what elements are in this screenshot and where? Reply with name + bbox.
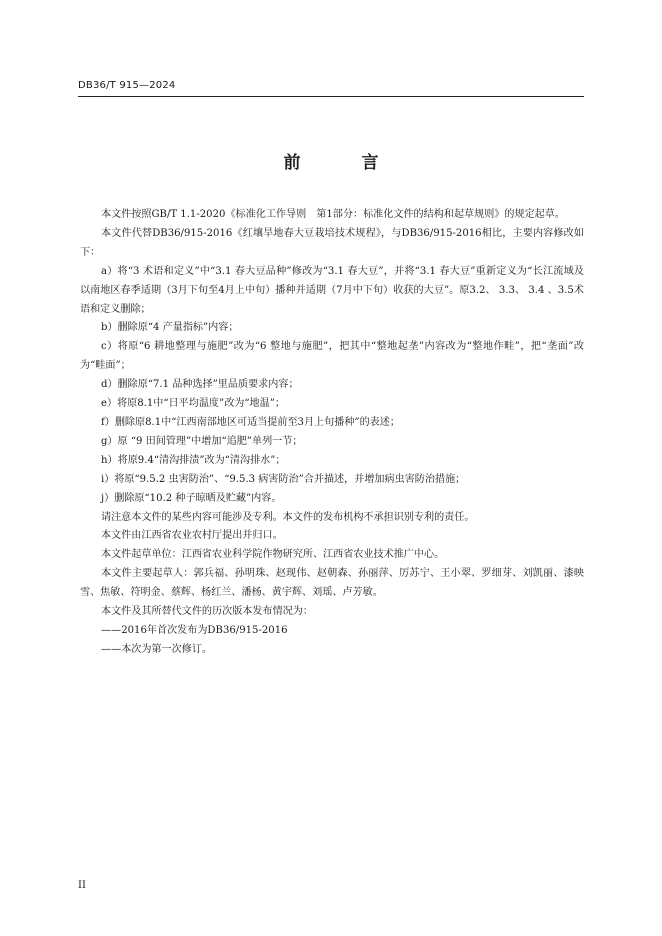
paragraph-version-history: 本文件及其所替代文件的历次版本发布情况为： bbox=[101, 606, 313, 618]
paragraph-proposer: 本文件由江西省农业农村厅提出并归口。 bbox=[101, 530, 283, 542]
change-item-h: h）将原9.4“清沟排渍”改为“清沟排水”； bbox=[101, 454, 286, 466]
change-item-b: b）删除原“4 产量指标”内容； bbox=[101, 322, 239, 334]
change-item-d: d）删除原“7.1 品种选择”里品质要求内容； bbox=[101, 379, 299, 391]
change-item-g: g）原 “9 田间管理”中增加“追肥”单列一节； bbox=[101, 435, 303, 447]
change-item-a: a）将“3 术语和定义”中“3.1 春大豆品种”修改为“3.1 春大豆”，并将“3.1 春大豆”重新定义为“长江流域及以南地区春季适期（3月下旬至4月上中旬）播种并适期（7月中下旬）收获的大豆”。原3.2、 3.3、 3.4 、3.5术语和定义删除； bbox=[80, 265, 584, 315]
change-item-j: j）删除原“10.2 种子晾晒及贮藏”内容。 bbox=[101, 492, 282, 504]
page-title: 前 言 bbox=[283, 153, 401, 173]
paragraph-patent-notice: 请注意本文件的某些内容可能涉及专利。本文件的发布机构不承担识别专利的责任。 bbox=[101, 511, 475, 523]
paragraph-drafters: 本文件主要起草人：郭兵福、孙明珠、赵现伟、赵朝森、孙丽萍、厉苏宁、王小翠、罗细芽、刘凯丽、漆映雪、焦敏、符明金、蔡辉、杨红兰、潘杨、黄宇辉、刘瑶、卢芳敏。 bbox=[80, 568, 584, 599]
paragraph-drafting-units: 本文件起草单位：江西省农业科学院作物研究所、江西省农业技术推广中心。 bbox=[101, 549, 445, 561]
change-item-c: c）将原“6 耕地整理与施肥”改为“6 整地与施肥”，把其中“整地起垄”内容改为“整地作畦”，把“垄面”改为“畦面”； bbox=[80, 341, 584, 372]
standard-code: DB36/T 915—2024 bbox=[78, 80, 176, 91]
foreword-body bbox=[80, 206, 584, 660]
paragraph-drafting-rules: 本文件按照GB/T 1.1-2020《标准化工作导则 第1部分：标准化文件的结构和起草规则》的规定起草。 bbox=[101, 209, 565, 220]
paragraph-replacement-statement: 本文件代替DB36/915-2016《红壤旱地春大豆栽培技术规程》，与DB36/915-2016相比，主要内容修改如下： bbox=[80, 227, 584, 258]
change-item-i: i）将原“9.5.2 虫害防治”、“9.5.3 病害防治”合并描述，并增加病虫害防治措施； bbox=[101, 473, 466, 485]
change-item-f: f）删除原8.1中“江西南部地区可适当提前至3月上旬播种”的表述； bbox=[101, 416, 400, 428]
history-item-current-revision: ——本次为第一次修订。 bbox=[101, 643, 213, 655]
change-item-e: e）将原8.1中“日平均温度”改为“地温”； bbox=[101, 398, 285, 410]
header-divider bbox=[78, 96, 584, 97]
history-item-first-release: ——2016年首次发布为DB36/915-2016 bbox=[101, 624, 288, 636]
page-number: II bbox=[78, 880, 86, 891]
